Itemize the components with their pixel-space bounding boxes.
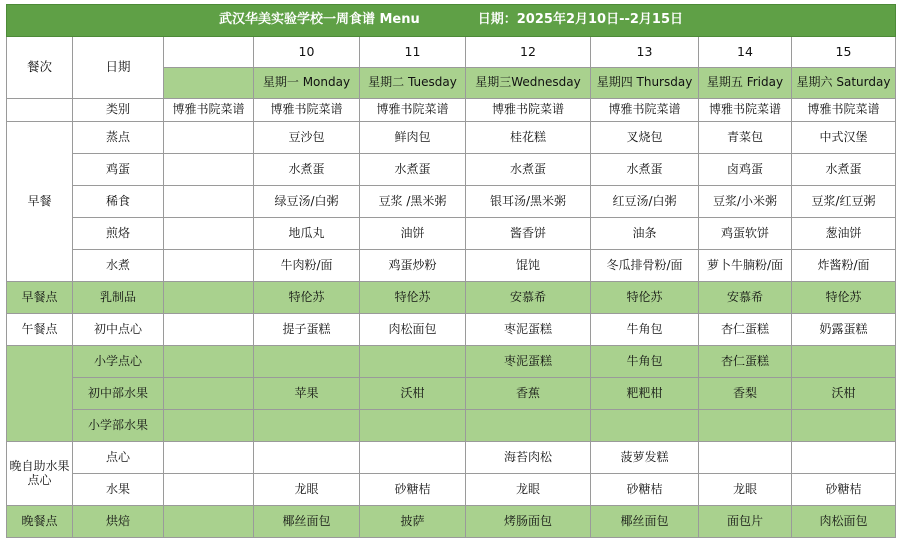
menu-item bbox=[254, 410, 360, 442]
day-number: 14 bbox=[699, 37, 792, 68]
header-row-day-numbers bbox=[7, 37, 896, 68]
group-dinner-snack: 晚餐点 bbox=[7, 506, 73, 538]
row-label: 水煮 bbox=[73, 250, 164, 282]
group-breakfast: 早餐 bbox=[7, 122, 73, 282]
menu-item: 沃柑 bbox=[360, 378, 466, 410]
menu-title: 武汉华美实验学校一周食谱 Menu bbox=[218, 12, 420, 28]
menu-item: 烤肠面包 bbox=[466, 506, 591, 538]
menu-item: 奶露蛋糕 bbox=[792, 314, 896, 346]
blank-cell bbox=[164, 218, 254, 250]
menu-item bbox=[360, 346, 466, 378]
weekday-label: 星期六 Saturday bbox=[792, 68, 896, 99]
table-row bbox=[7, 186, 896, 218]
table-row bbox=[7, 154, 896, 186]
blank-cell bbox=[164, 282, 254, 314]
menu-item: 砂糖桔 bbox=[591, 474, 699, 506]
table-row bbox=[7, 282, 896, 314]
row-label: 点心 bbox=[73, 442, 164, 474]
menu-item: 苹果 bbox=[254, 378, 360, 410]
menu-item bbox=[254, 346, 360, 378]
menu-item: 中式汉堡 bbox=[792, 122, 896, 154]
blank-cell bbox=[164, 122, 254, 154]
menu-item: 香蕉 bbox=[466, 378, 591, 410]
menu-item: 砂糖桔 bbox=[792, 474, 896, 506]
menu-item: 安慕希 bbox=[466, 282, 591, 314]
title-cell bbox=[7, 5, 896, 37]
blank-header bbox=[164, 37, 254, 68]
menu-item: 卤鸡蛋 bbox=[699, 154, 792, 186]
menu-item: 枣泥蛋糕 bbox=[466, 314, 591, 346]
menu-item: 香梨 bbox=[699, 378, 792, 410]
menu-item: 椰丝面包 bbox=[591, 506, 699, 538]
menu-item: 鸡蛋软饼 bbox=[699, 218, 792, 250]
menu-item: 地瓜丸 bbox=[254, 218, 360, 250]
menu-item: 鲜肉包 bbox=[360, 122, 466, 154]
menu-item: 酱香饼 bbox=[466, 218, 591, 250]
weekly-menu-table bbox=[6, 4, 896, 538]
blank-category-meal bbox=[7, 99, 73, 122]
menu-item bbox=[699, 442, 792, 474]
menu-item: 豆沙包 bbox=[254, 122, 360, 154]
menu-item: 叉烧包 bbox=[591, 122, 699, 154]
blank-cell bbox=[164, 474, 254, 506]
menu-item: 沃柑 bbox=[792, 378, 896, 410]
menu-item: 红豆汤/白粥 bbox=[591, 186, 699, 218]
day-number: 13 bbox=[591, 37, 699, 68]
menu-item: 面包片 bbox=[699, 506, 792, 538]
table-row bbox=[7, 410, 896, 442]
menu-item: 龙眼 bbox=[254, 474, 360, 506]
group-evening-self: 晚自助水果点心 bbox=[7, 442, 73, 506]
day-number: 10 bbox=[254, 37, 360, 68]
group-lunch-snack: 午餐点 bbox=[7, 314, 73, 346]
menu-item: 提子蛋糕 bbox=[254, 314, 360, 346]
menu-item: 水煮蛋 bbox=[591, 154, 699, 186]
row-label: 小学部水果 bbox=[73, 410, 164, 442]
blank-cell bbox=[164, 314, 254, 346]
header-row-category bbox=[7, 99, 896, 122]
menu-item: 馄饨 bbox=[466, 250, 591, 282]
row-label: 初中点心 bbox=[73, 314, 164, 346]
table-row bbox=[7, 506, 896, 538]
title-row bbox=[7, 5, 896, 37]
blank-cell bbox=[164, 442, 254, 474]
menu-item: 牛角包 bbox=[591, 346, 699, 378]
menu-item: 特伦苏 bbox=[254, 282, 360, 314]
table-row bbox=[7, 122, 896, 154]
category-header: 类别 bbox=[73, 99, 164, 122]
menu-item: 豆浆/红豆粥 bbox=[792, 186, 896, 218]
menu-item bbox=[591, 410, 699, 442]
category-label: 博雅书院菜谱 bbox=[466, 99, 591, 122]
menu-item: 砂糖桔 bbox=[360, 474, 466, 506]
day-number: 11 bbox=[360, 37, 466, 68]
menu-item: 杏仁蛋糕 bbox=[699, 314, 792, 346]
category-label: 博雅书院菜谱 bbox=[591, 99, 699, 122]
menu-item: 粑粑柑 bbox=[591, 378, 699, 410]
blank-cell bbox=[164, 346, 254, 378]
menu-item bbox=[254, 442, 360, 474]
menu-item: 特伦苏 bbox=[792, 282, 896, 314]
menu-item: 特伦苏 bbox=[591, 282, 699, 314]
row-label: 乳制品 bbox=[73, 282, 164, 314]
blank-weekday bbox=[164, 68, 254, 99]
menu-item: 鸡蛋炒粉 bbox=[360, 250, 466, 282]
category-label: 博雅书院菜谱 bbox=[792, 99, 896, 122]
weekday-label: 星期一 Monday bbox=[254, 68, 360, 99]
category-label: 博雅书院菜谱 bbox=[164, 99, 254, 122]
row-label: 蒸点 bbox=[73, 122, 164, 154]
menu-item: 海苔肉松 bbox=[466, 442, 591, 474]
row-label: 初中部水果 bbox=[73, 378, 164, 410]
menu-item: 桂花糕 bbox=[466, 122, 591, 154]
menu-item bbox=[792, 346, 896, 378]
menu-item: 牛角包 bbox=[591, 314, 699, 346]
menu-item bbox=[792, 442, 896, 474]
menu-item: 萝卜牛腩粉/面 bbox=[699, 250, 792, 282]
menu-item: 豆浆/小米粥 bbox=[699, 186, 792, 218]
menu-item: 冬瓜排骨粉/面 bbox=[591, 250, 699, 282]
row-label: 稀食 bbox=[73, 186, 164, 218]
menu-item: 枣泥蛋糕 bbox=[466, 346, 591, 378]
menu-item: 龙眼 bbox=[466, 474, 591, 506]
menu-item: 特伦苏 bbox=[360, 282, 466, 314]
menu-item: 肉松面包 bbox=[792, 506, 896, 538]
category-label: 博雅书院菜谱 bbox=[699, 99, 792, 122]
blank-cell bbox=[164, 250, 254, 282]
group-breakfast-snack: 早餐点 bbox=[7, 282, 73, 314]
weekday-label: 星期三Wednesday bbox=[466, 68, 591, 99]
menu-item: 葱油饼 bbox=[792, 218, 896, 250]
table-row bbox=[7, 474, 896, 506]
table-row bbox=[7, 442, 896, 474]
menu-item: 牛肉粉/面 bbox=[254, 250, 360, 282]
date-range: 日期：2025年2月10日--2月15日 bbox=[477, 12, 684, 28]
menu-item bbox=[360, 410, 466, 442]
menu-item: 杏仁蛋糕 bbox=[699, 346, 792, 378]
row-label: 小学点心 bbox=[73, 346, 164, 378]
category-label: 博雅书院菜谱 bbox=[360, 99, 466, 122]
menu-item bbox=[792, 410, 896, 442]
menu-item: 水煮蛋 bbox=[360, 154, 466, 186]
row-label: 水果 bbox=[73, 474, 164, 506]
menu-item: 油饼 bbox=[360, 218, 466, 250]
table-row bbox=[7, 314, 896, 346]
menu-item: 安慕希 bbox=[699, 282, 792, 314]
menu-item: 披萨 bbox=[360, 506, 466, 538]
row-label: 鸡蛋 bbox=[73, 154, 164, 186]
day-number: 12 bbox=[466, 37, 591, 68]
blank-cell bbox=[164, 506, 254, 538]
menu-item bbox=[466, 410, 591, 442]
blank-cell bbox=[164, 154, 254, 186]
menu-item: 青菜包 bbox=[699, 122, 792, 154]
group-unlabeled bbox=[7, 346, 73, 442]
date-header: 日期 bbox=[73, 37, 164, 99]
table-row bbox=[7, 346, 896, 378]
blank-cell bbox=[164, 186, 254, 218]
menu-item: 菠萝发糕 bbox=[591, 442, 699, 474]
blank-cell bbox=[164, 378, 254, 410]
menu-item: 肉松面包 bbox=[360, 314, 466, 346]
menu-item bbox=[699, 410, 792, 442]
menu-item: 绿豆汤/白粥 bbox=[254, 186, 360, 218]
menu-item: 豆浆 /黑米粥 bbox=[360, 186, 466, 218]
menu-item: 油条 bbox=[591, 218, 699, 250]
blank-cell bbox=[164, 410, 254, 442]
day-number: 15 bbox=[792, 37, 896, 68]
menu-item: 椰丝面包 bbox=[254, 506, 360, 538]
row-label: 煎烙 bbox=[73, 218, 164, 250]
weekday-label: 星期四 Thursday bbox=[591, 68, 699, 99]
menu-item bbox=[360, 442, 466, 474]
table-row bbox=[7, 378, 896, 410]
meal-header: 餐次 bbox=[7, 37, 73, 99]
row-label: 烘焙 bbox=[73, 506, 164, 538]
menu-item: 龙眼 bbox=[699, 474, 792, 506]
table-row bbox=[7, 218, 896, 250]
menu-item: 银耳汤/黑米粥 bbox=[466, 186, 591, 218]
menu-item: 炸酱粉/面 bbox=[792, 250, 896, 282]
menu-item: 水煮蛋 bbox=[254, 154, 360, 186]
category-label: 博雅书院菜谱 bbox=[254, 99, 360, 122]
weekday-label: 星期二 Tuesday bbox=[360, 68, 466, 99]
menu-item: 水煮蛋 bbox=[792, 154, 896, 186]
table-row bbox=[7, 250, 896, 282]
menu-item: 水煮蛋 bbox=[466, 154, 591, 186]
weekday-label: 星期五 Friday bbox=[699, 68, 792, 99]
